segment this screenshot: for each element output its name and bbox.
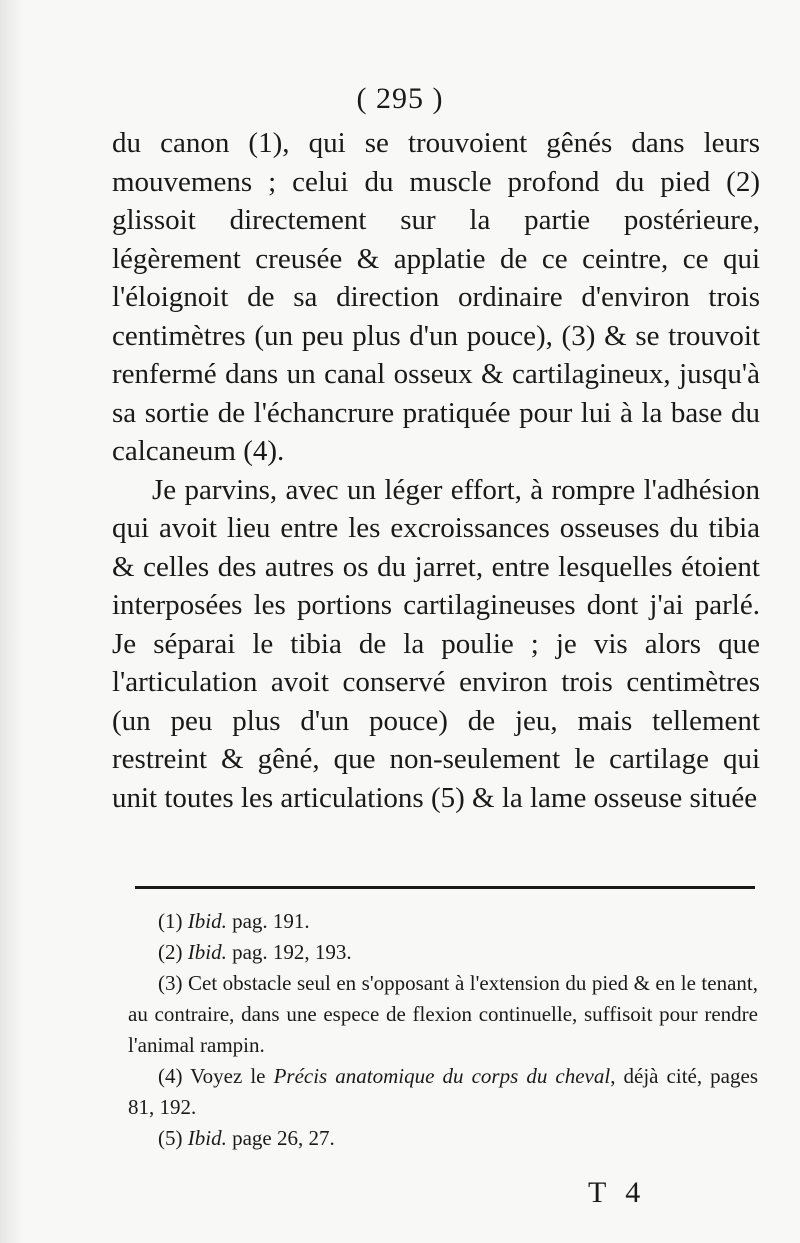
footnote-2 bbox=[128, 937, 758, 968]
footnote-4-title: Précis anatomique du corps du cheval bbox=[273, 1064, 611, 1088]
footnote-5-ibid: Ibid. bbox=[187, 1126, 227, 1150]
footnote-divider bbox=[135, 886, 755, 889]
footnote-4 bbox=[128, 1061, 758, 1123]
footnote-5 bbox=[128, 1123, 758, 1154]
footnote-2-ibid: Ibid. bbox=[187, 940, 227, 964]
footnote-1 bbox=[128, 906, 758, 937]
footnote-1-ref: (1) bbox=[158, 909, 183, 933]
paragraph-2: Je parvins, avec un léger effort, à rompre l'adhésion qui avoit lieu entre les excroissances osseuses du tibia & celles des autres os du jarret, entre lesquelles étoient interposées les portions cartilagineuses dont j'ai parlé. Je séparai le tibia de la poulie ; je vis alors que l'articulation avoit conservé environ trois centimètres (un peu plus d'un pouce) de jeu, mais tellement restreint & gêné, que non-seulement le cartilage qui unit toutes les articulations (5) & la lame osseuse située bbox=[112, 473, 760, 814]
footnote-2-text: pag. 192, 193. bbox=[226, 940, 352, 964]
footnote-1-ibid: Ibid. bbox=[187, 909, 227, 933]
signature-mark: T 4 bbox=[588, 1176, 647, 1209]
footnote-1-text: pag. 191. bbox=[226, 909, 310, 933]
footnote-2-ref: (2) bbox=[158, 940, 183, 964]
footnote-4-before: (4) Voyez le bbox=[158, 1064, 274, 1088]
footnotes bbox=[128, 906, 758, 1154]
main-text bbox=[112, 124, 760, 817]
page-gutter-shadow bbox=[0, 0, 24, 1243]
footnote-5-ref: (5) bbox=[158, 1126, 183, 1150]
footnote-4-after: , déjà cité, pages 81, 192. bbox=[128, 1064, 758, 1119]
page-number: ( 295 ) bbox=[356, 82, 444, 115]
footnote-3: (3) Cet obstacle seul en s'opposant à l'extension du pied & en le tenant, au contraire, dans une espece de flexion continuelle, suffisoit pour rendre l'animal rampin. bbox=[128, 971, 758, 1057]
footnote-5-text: page 26, 27. bbox=[226, 1126, 335, 1150]
paragraph-1: du canon (1), qui se trouvoient gênés dans leurs mouvemens ; celui du muscle profond du pied (2) glissoit directement sur la partie postérieure, légèrement creusée & applatie de ce ceintre, ce qui l'éloignoit de sa direction ordinaire d'environ trois centimètres (un peu plus d'un pouce), (3) & se trouvoit renfermé dans un canal osseux & cartilagineux, jusqu'à sa sortie de l'échancrure pratiquée pour lui à la base du calcaneum (4). bbox=[112, 127, 760, 467]
